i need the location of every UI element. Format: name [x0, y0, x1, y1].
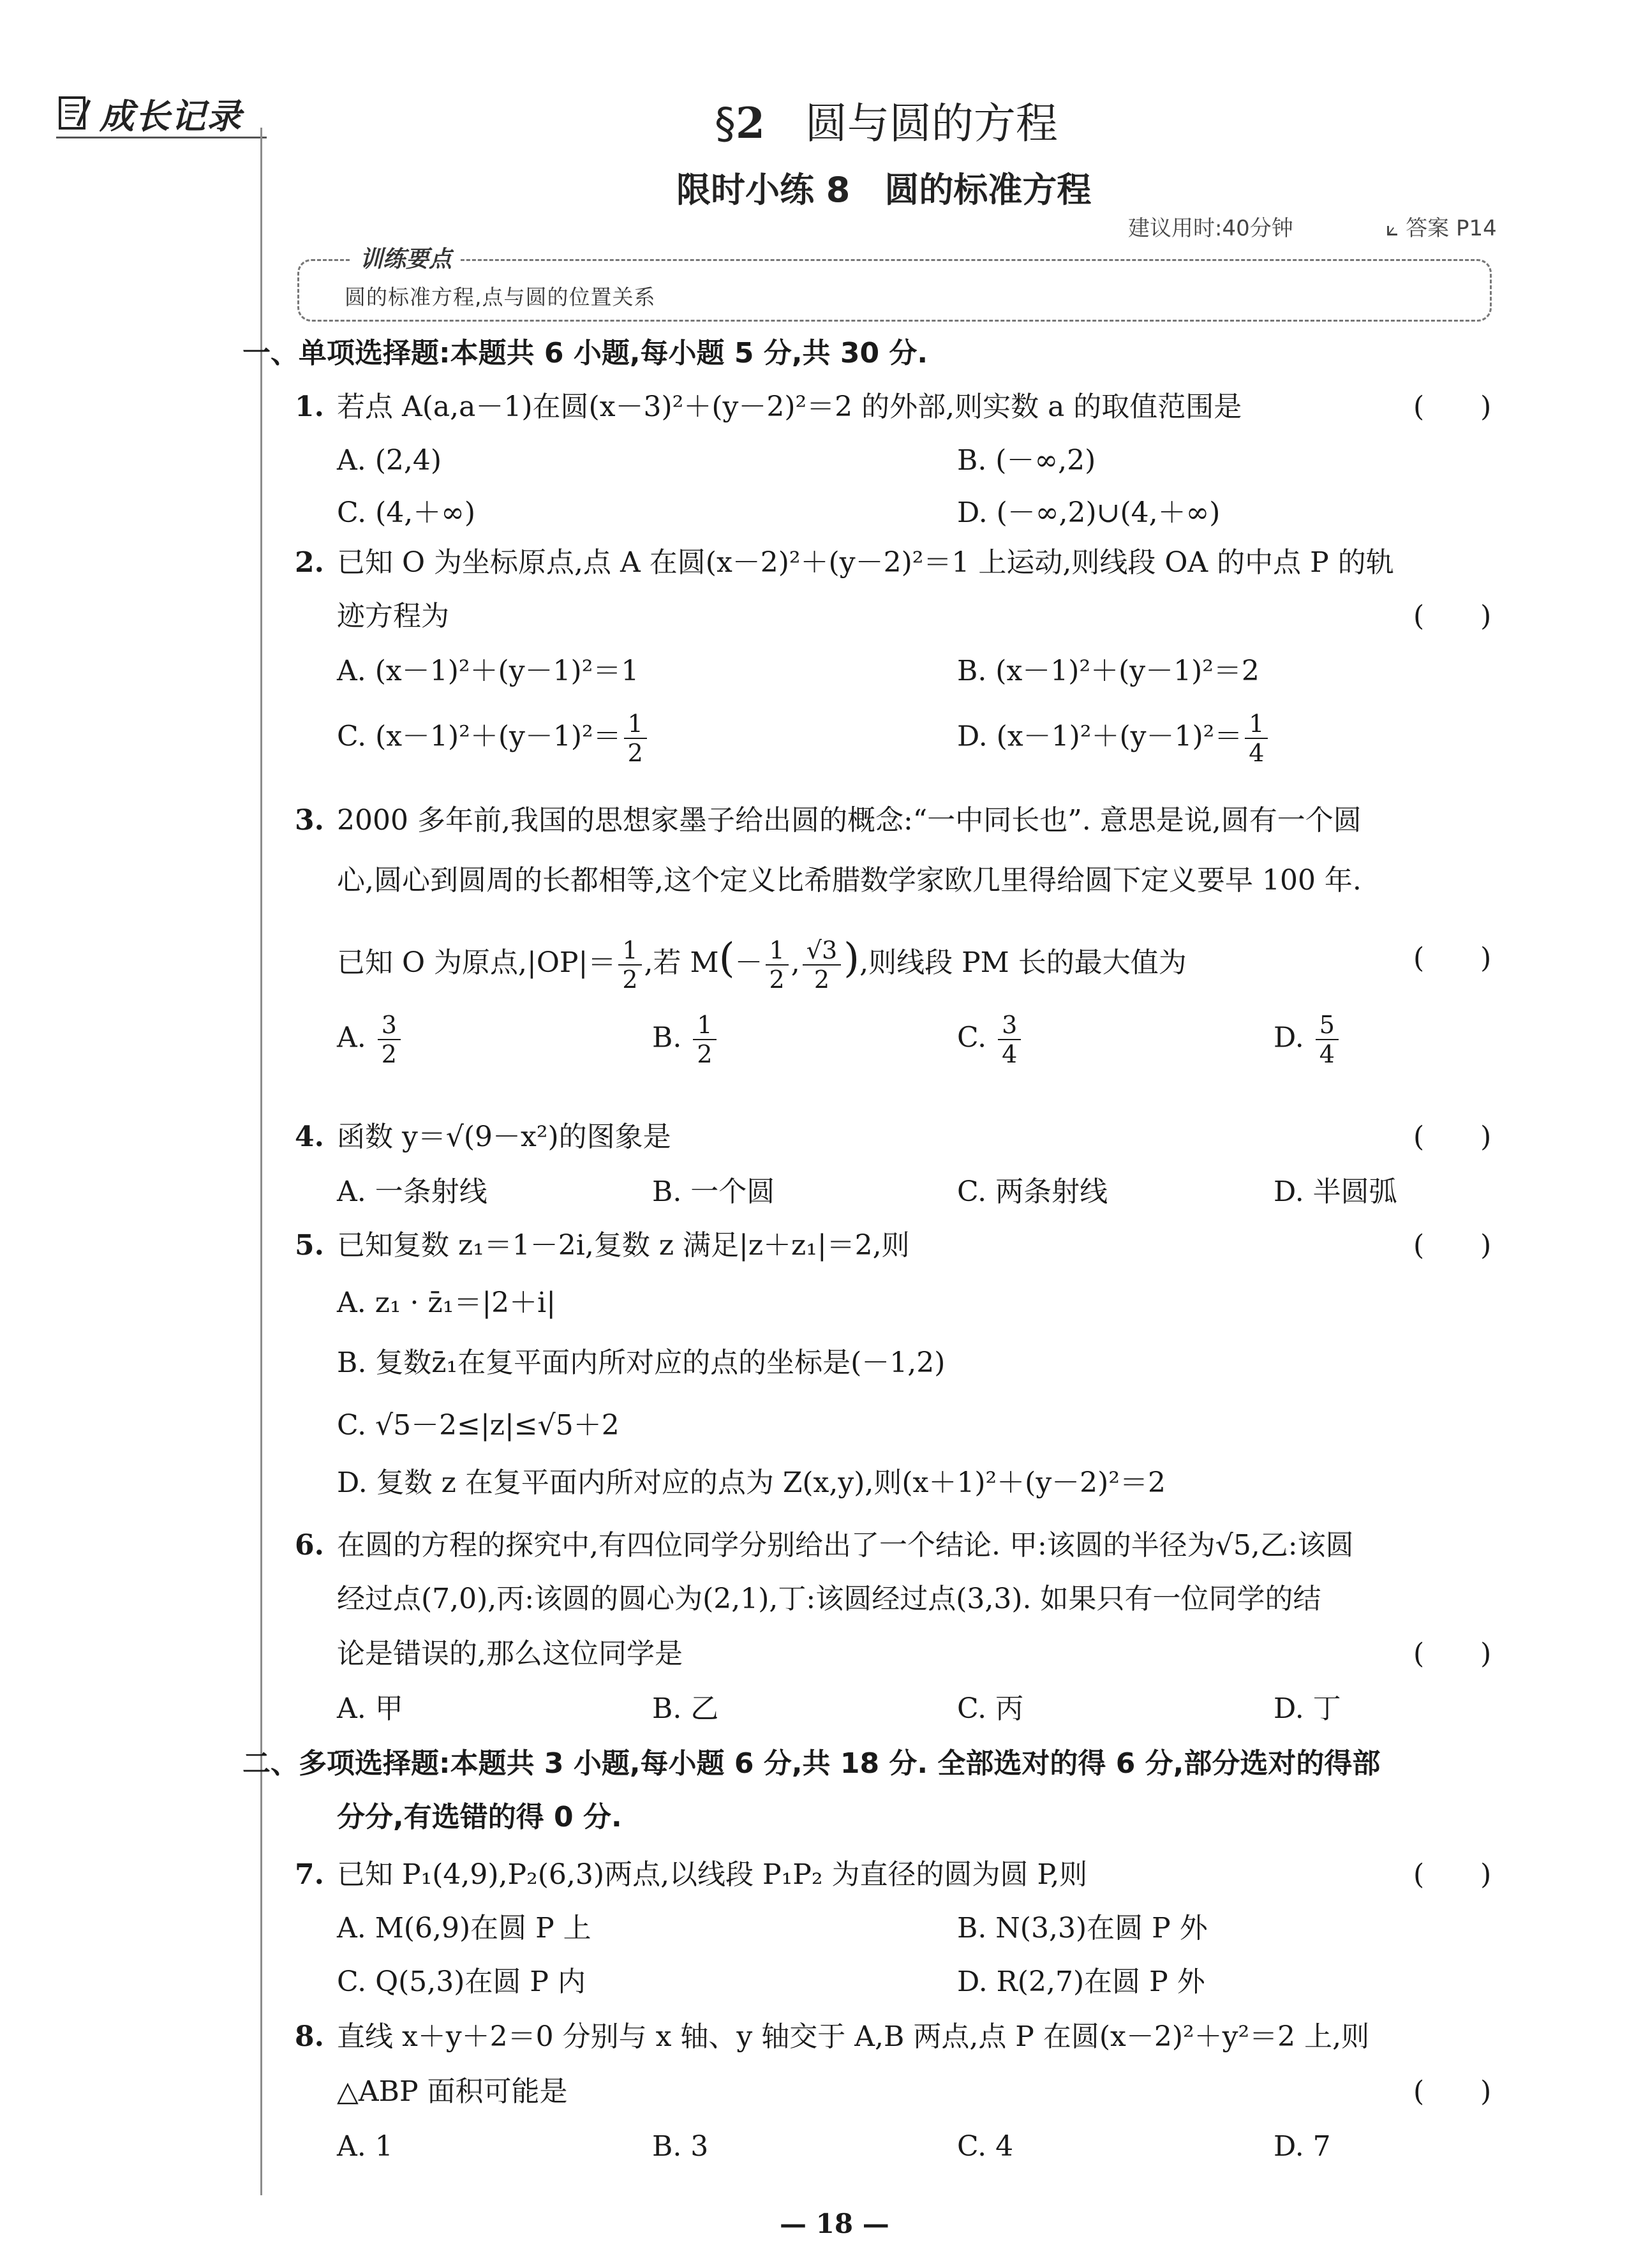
fraction: $\frac{1}{4}$ — [1245, 710, 1268, 767]
option-c: C. (4,＋∞) — [337, 496, 476, 529]
option-a: A. 一条射线 — [337, 1175, 487, 1208]
notebook-pen-icon — [56, 94, 96, 133]
answer-blank: ( ) — [1413, 1229, 1492, 1262]
answer-blank: ( ) — [1413, 391, 1492, 423]
option-d: D. $\frac{5}{4}$ — [1274, 1011, 1341, 1068]
section-heading: 二、多项选择题:本题共 3 小题,每小题 6 分,共 18 分. 全部选对的得 6 分,部分选对的得部 — [242, 1747, 1381, 1780]
answer-blank: ( ) — [1413, 1121, 1492, 1153]
option-b: B. 乙 — [652, 1692, 719, 1725]
option-c: C. 4 — [957, 2130, 1014, 2163]
option-a: A. (x－1)²＋(y－1)²＝1 — [337, 655, 639, 687]
option-c: C. 两条射线 — [957, 1175, 1108, 1208]
logo-text: 成长记录 — [100, 96, 242, 137]
fraction: $\frac{1}{2}$ — [624, 710, 647, 767]
option-c: C. √5－2≤|z|≤√5＋2 — [337, 1409, 620, 1442]
question-3-line3: 已知 O 为原点,|OP|＝ $\frac{1}{2}$ ,若 M(－ $\frac{1}{2}$ , $\frac{√3}{2}$ ),则线段 PM 长的最大值为 — [337, 935, 1187, 994]
option-b: B. 一个圆 — [652, 1175, 775, 1208]
option-d: D. (x－1)²＋(y－1)²＝ $\frac{1}{4}$ — [957, 710, 1270, 767]
option-a: A. (2,4) — [337, 444, 442, 477]
question-8-line2: △ABP 面积可能是 — [337, 2075, 568, 2108]
option-c: C. Q(5,3)在圆 P 内 — [337, 1966, 586, 1998]
question-5: 5. 已知复数 z₁＝1－2i,复数 z 满足|z＋z₁|＝2,则 — [295, 1229, 910, 1262]
option-b: B. 复数z̄₁在复平面内所对应的点的坐标是(－1,2) — [337, 1347, 946, 1379]
question-3: 3. 2000 多年前,我国的思想家墨子给出圆的概念:“一中同长也”. 意思是说,圆有一个圆 — [295, 804, 1362, 837]
answer-blank: ( ) — [1413, 1858, 1492, 1891]
option-a: A. 1 — [337, 2130, 393, 2163]
question-6-line3: 论是错误的,那么这位同学是 — [337, 1638, 683, 1670]
option-b: B. $\frac{1}{2}$ — [652, 1011, 719, 1068]
training-points-title: 训练要点 — [351, 241, 461, 274]
option-c: C. $\frac{3}{4}$ — [957, 1011, 1023, 1068]
section-title: §2 圆与圆的方程 — [715, 98, 1058, 148]
question-8: 8. 直线 x＋y＋2＝0 分别与 x 轴、y 轴交于 A,B 两点,点 P 在圆(x－2)²＋y²＝2 上,则 — [295, 2020, 1370, 2053]
option-d: D. R(2,7)在圆 P 外 — [957, 1966, 1205, 1998]
question-7: 7. 已知 P₁(4,9),P₂(6,3)两点,以线段 P₁P₂ 为直径的圆为圆 P,则 — [295, 1858, 1088, 1891]
option-d: D. 丁 — [1274, 1692, 1341, 1725]
section-heading: 一、单项选择题:本题共 6 小题,每小题 5 分,共 30 分. — [242, 337, 928, 369]
margin-divider — [260, 128, 262, 2195]
question-3-line2: 心,圆心到圆周的长都相等,这个定义比希腊数学家欧几里得给圆下定义要早 100 年. — [337, 864, 1362, 897]
exercise-title: 限时小练 8 圆的标准方程 — [676, 170, 1092, 210]
question-4: 4. 函数 y＝√(9－x²)的图象是 — [295, 1121, 671, 1153]
option-d: D. 复数 z 在复平面内所对应的点为 Z(x,y),则(x＋1)²＋(y－2)²＝2 — [337, 1466, 1166, 1499]
answer-blank: ( ) — [1413, 942, 1492, 974]
option-a: A. 甲 — [337, 1692, 403, 1725]
option-d: D. (－∞,2)∪(4,＋∞) — [957, 496, 1221, 529]
option-b: B. N(3,3)在圆 P 外 — [957, 1912, 1208, 1944]
option-a: A. M(6,9)在圆 P 上 — [337, 1912, 591, 1944]
option-a: A. z₁ · z̄₁＝|2＋i| — [337, 1287, 556, 1319]
training-points-text: 圆的标准方程,点与圆的位置关系 — [345, 285, 656, 310]
question-1: 1. 若点 A(a,a－1)在圆(x－3)²＋(y－2)²＝2 的外部,则实数 a 的取值范围是 — [295, 391, 1242, 423]
option-b: B. 3 — [652, 2130, 709, 2163]
section-heading-line2: 分分,有选错的得 0 分. — [337, 1801, 622, 1833]
answer-arrow-icon: ⟀ — [1386, 216, 1399, 241]
option-c: C. (x－1)²＋(y－1)²＝ $\frac{1}{2}$ — [337, 710, 650, 767]
option-d: D. 7 — [1274, 2130, 1331, 2163]
question-2: 2. 已知 O 为坐标原点,点 A 在圆(x－2)²＋(y－2)²＝1 上运动,则线段 OA 的中点 P 的轨 — [295, 546, 1394, 579]
option-a: A. $\frac{3}{2}$ — [337, 1011, 403, 1068]
answer-blank: ( ) — [1413, 2075, 1492, 2108]
time-hint: 建议用时:40分钟 — [1128, 216, 1293, 241]
question-6: 6. 在圆的方程的探究中,有四位同学分别给出了一个结论. 甲:该圆的半径为√5,乙:该圆 — [295, 1529, 1354, 1562]
page-number: — 18 — — [780, 2208, 889, 2239]
question-2-line2: 迹方程为 — [337, 600, 449, 632]
answer-blank: ( ) — [1413, 1638, 1492, 1670]
question-6-line2: 经过点(7,0),丙:该圆的圆心为(2,1),丁:该圆经过点(3,3). 如果只有一位同学的结 — [337, 1583, 1321, 1615]
logo-underline — [56, 137, 267, 138]
option-b: B. (x－1)²＋(y－1)²＝2 — [957, 655, 1259, 687]
option-c: C. 丙 — [957, 1692, 1024, 1725]
option-d: D. 半圆弧 — [1274, 1175, 1397, 1208]
answer-reference: ⟀ 答案 P14 — [1386, 216, 1497, 241]
logo — [56, 88, 242, 139]
option-b: B. (－∞,2) — [957, 444, 1096, 477]
answer-blank: ( ) — [1413, 600, 1492, 632]
